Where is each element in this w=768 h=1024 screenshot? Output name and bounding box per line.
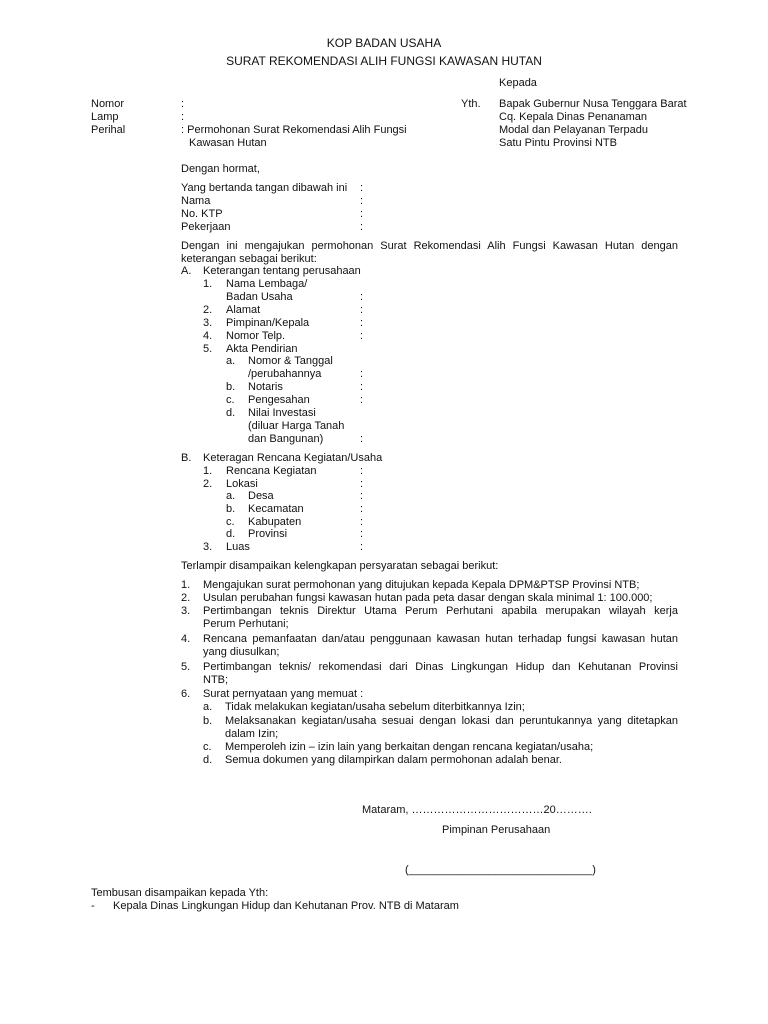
signer-field-pekerjaan: Pekerjaan — [181, 221, 231, 233]
perihal-value-cont: Kawasan Hutan — [189, 137, 267, 149]
section-a-title: Keterangan tentang perusahaan — [203, 265, 361, 277]
item-label: Alamat — [226, 304, 261, 316]
sub-letter: b. — [203, 715, 213, 727]
lamp-label: Lamp — [91, 111, 119, 123]
colon: : — [360, 182, 364, 194]
list-item: Pertimbangan teknis Direktur Utama Perum Perhutani apabila merupakan wilayah kerja — [203, 605, 678, 617]
colon: : — [360, 433, 364, 445]
sub-label: Provinsi — [248, 528, 288, 540]
list-item-cont: Perum Perhutani; — [203, 618, 289, 630]
colon: : — [360, 195, 364, 207]
colon: : — [360, 478, 364, 490]
sub-item-cont: dalam Izin; — [225, 728, 279, 740]
item-label: Akta Pendirian — [226, 343, 298, 355]
list-num: 3. — [181, 605, 191, 617]
sub-label: Kabupaten — [248, 516, 302, 528]
item-num: 4. — [203, 330, 213, 342]
list-num: 4. — [181, 633, 191, 645]
sub-label: Kecamatan — [248, 503, 304, 515]
colon: : — [360, 291, 364, 303]
sub-label: Nilai Investasi — [248, 407, 316, 419]
list-num: 2. — [181, 592, 191, 604]
sub-letter: c. — [203, 741, 212, 753]
sub-letter: c. — [226, 394, 235, 406]
section-b-letter: B. — [181, 452, 192, 464]
sub-letter: a. — [226, 355, 236, 367]
item-label: Badan Usaha — [226, 291, 293, 303]
sub-label: Pengesahan — [248, 394, 310, 406]
request-line-1: Dengan ini mengajukan permohonan Surat Rekomendasi Alih Fungsi Kawasan Hutan dengan — [181, 240, 678, 252]
item-num: 2. — [203, 478, 213, 490]
sub-label: Desa — [248, 490, 274, 502]
perihal-value: : Permohonan Surat Rekomendasi Alih Fungsi — [181, 124, 407, 136]
recipient-line: Satu Pintu Provinsi NTB — [499, 137, 617, 149]
recipient-line: Bapak Gubernur Nusa Tenggara Barat — [499, 98, 687, 110]
nomor-colon: : — [181, 98, 185, 110]
list-item: Mengajukan surat permohonan yang ditujukan kepada Kepala DPM&PTSP Provinsi NTB; — [203, 579, 640, 591]
list-item-cont: yang diusulkan; — [203, 646, 280, 658]
sub-letter: d. — [226, 407, 236, 419]
request-line-2: keterangan sebagai berikut: — [181, 253, 317, 265]
sub-letter: a. — [203, 701, 213, 713]
sub-letter: d. — [226, 528, 236, 540]
signature-line: (______________________________) — [405, 864, 596, 876]
colon: : — [360, 368, 364, 380]
nomor-label: Nomor — [91, 98, 125, 110]
place-date: Mataram, ………………………………20………. — [362, 804, 592, 816]
colon: : — [360, 208, 364, 220]
item-num: 5. — [203, 343, 213, 355]
sub-item: Memperoleh izin – izin lain yang berkaitan dengan rencana kegiatan/usaha; — [225, 741, 594, 753]
item-num: 3. — [203, 317, 213, 329]
colon: : — [360, 381, 364, 393]
signer-field-ktp: No. KTP — [181, 208, 223, 220]
sub-letter: b. — [226, 381, 236, 393]
letter-title: SURAT REKOMENDASI ALIH FUNGSI KAWASAN HUTAN — [226, 54, 542, 68]
item-label: Lokasi — [226, 478, 258, 490]
item-num: 2. — [203, 304, 213, 316]
colon: : — [360, 317, 364, 329]
list-num: 1. — [181, 579, 191, 591]
item-label: Luas — [226, 541, 250, 553]
colon: : — [360, 330, 364, 342]
section-a-letter: A. — [181, 265, 192, 277]
sub-item: Tidak melakukan kegiatan/usaha sebelum diterbitkannya Izin; — [225, 701, 525, 713]
sub-item: Melaksanakan kegiatan/usaha sesuai dengan lokasi dan peruntukannya yang ditetapkan — [225, 715, 678, 727]
cc-item: Kepala Dinas Lingkungan Hidup dan Kehutanan Prov. NTB di Mataram — [113, 900, 459, 912]
list-item: Rencana pemanfaatan dan/atau penggunaan kawasan hutan terhadap fungsi kawasan hutan — [203, 633, 678, 645]
list-item: Pertimbangan teknis/ rekomendasi dari Dinas Lingkungan Hidup dan Kehutanan Provinsi — [203, 661, 678, 673]
item-label: Pimpinan/Kepala — [226, 317, 310, 329]
item-num: 1. — [203, 465, 213, 477]
list-item: Surat pernyataan yang memuat : — [203, 688, 364, 700]
colon: : — [360, 490, 364, 502]
sub-letter: d. — [203, 754, 213, 766]
sub-label: Notaris — [248, 381, 283, 393]
sub-item: Semua dokumen yang dilampirkan dalam permohonan adalah benar. — [225, 754, 562, 766]
sub-label: dan Bangunan) — [248, 433, 324, 445]
item-label: Rencana Kegiatan — [226, 465, 317, 477]
signer-field-nama: Nama — [181, 195, 211, 207]
colon: : — [360, 394, 364, 406]
list-num: 5. — [181, 661, 191, 673]
list-item-cont: NTB; — [203, 674, 229, 686]
colon: : — [360, 304, 364, 316]
lamp-colon: : — [181, 111, 185, 123]
item-label: Nama Lembaga/ — [226, 278, 308, 290]
signer-position: Pimpinan Perusahaan — [442, 824, 551, 836]
colon: : — [360, 503, 364, 515]
section-b-title: Keteragan Rencana Kegiatan/Usaha — [203, 452, 383, 464]
recipient-line: Modal dan Pelayanan Terpadu — [499, 124, 649, 136]
kepada-label: Kepada — [499, 77, 537, 89]
cc-intro: Tembusan disampaikan kepada Yth: — [91, 887, 269, 899]
sub-label: Nomor & Tanggal — [248, 355, 333, 367]
sub-label: /perubahannya — [248, 368, 322, 380]
sub-letter: a. — [226, 490, 236, 502]
colon: : — [360, 221, 364, 233]
sub-letter: b. — [226, 503, 236, 515]
recipient-line: Cq. Kepala Dinas Penanaman — [499, 111, 647, 123]
colon: : — [360, 465, 364, 477]
item-num: 1. — [203, 278, 213, 290]
sub-label: (diluar Harga Tanah — [248, 420, 345, 432]
signer-intro: Yang bertanda tangan dibawah ini — [181, 182, 348, 194]
cc-dash: - — [91, 900, 95, 912]
item-num: 3. — [203, 541, 213, 553]
kop-title: KOP BADAN USAHA — [326, 36, 442, 50]
list-num: 6. — [181, 688, 191, 700]
item-label: Nomor Telp. — [226, 330, 286, 342]
perihal-label: Perihal — [91, 124, 126, 136]
colon: : — [360, 541, 364, 553]
colon: : — [360, 528, 364, 540]
attachments-intro: Terlampir disampaikan kelengkapan persyaratan sebagai berikut: — [181, 560, 499, 572]
sub-letter: c. — [226, 516, 235, 528]
greeting: Dengan hormat, — [181, 163, 260, 175]
list-item: Usulan perubahan fungsi kawasan hutan pada peta dasar dengan skala minimal 1: 100.000; — [203, 592, 653, 604]
colon: : — [360, 516, 364, 528]
yth-label: Yth. — [461, 98, 481, 110]
